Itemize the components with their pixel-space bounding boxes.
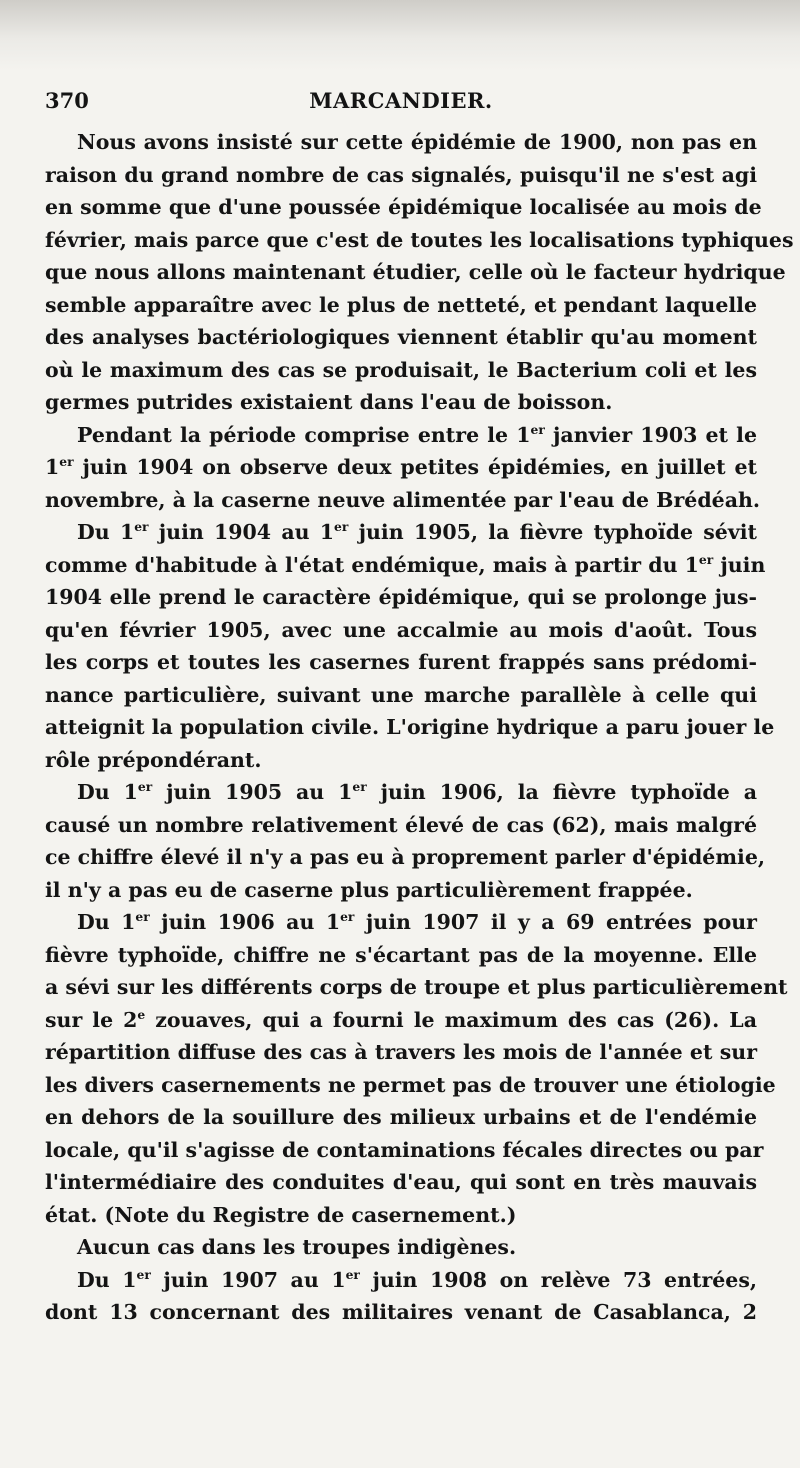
text-line: comme d'habitude à l'état endémique, mais à partir du 1er juin [45,551,766,577]
text-line: rôle prépondérant. [45,747,262,772]
text-line: 1904 elle prend le caractère épidémique, qui se prolonge jus- [45,585,757,609]
text-line: Du 1er juin 1906 au 1er juin 1907 il y a 69 entrées pour [77,909,757,934]
text-line: fièvre typhoïde, chiffre ne s'écartant pas de la moyenne. Elle [45,942,757,967]
text-line: ce chiffre élevé il n'y a pas eu à proprement parler d'épidémie, [45,845,765,869]
text-line: 1er juin 1904 on observe deux petites épidémies, en juillet et [45,454,757,479]
text-line: février, mais parce que c'est de toutes les localisations typhiques [45,227,794,252]
text-line: où le maximum des cas se produisait, le Bacterium coli et les [45,357,757,382]
text-line: germes putrides existaient dans l'eau de boisson. [45,390,613,414]
text-line: que nous allons maintenant étudier, celle où le facteur hydrique [45,260,786,284]
body-text [45,126,794,1329]
text-line: Pendant la période comprise entre le 1er janvier 1903 et le [77,421,758,447]
scan-top-margin [0,0,800,70]
text-line: Nous avons insisté sur cette épidémie de 1900, non pas en [77,130,757,154]
text-line: état. (Note du Registre de casernement.) [45,1202,517,1227]
text-line: Du 1er juin 1905 au 1er juin 1906, la fièvre typhoïde a [77,779,757,804]
text-line: novembre, à la caserne neuve alimentée par l'eau de Brédéah. [45,487,761,512]
text-line: nance particulière, suivant une marche parallèle à celle qui [45,682,757,707]
text-line: il n'y a pas eu de caserne plus particulièrement frappée. [45,877,693,902]
text-line: des analyses bactériologiques viennent établir qu'au moment [45,325,757,349]
text-line: causé un nombre relativement élevé de cas (62), mais malgré [45,812,757,837]
page-number: 370 [45,88,89,113]
text-line: a sévi sur les différents corps de troupe et plus particulièrement [45,975,788,999]
text-line: locale, qu'il s'agisse de contaminations fécales directes ou par [45,1137,764,1162]
text-line: les divers casernements ne permet pas de trouver une étiologie [45,1072,776,1097]
text-line: Aucun cas dans les troupes indigènes. [77,1235,517,1259]
text-line: atteignit la population civile. L'origine hydrique a paru jouer le [45,715,775,739]
text-line: répartition diffuse des cas à travers les mois de l'année et sur [45,1040,757,1064]
text-line: semble apparaître avec le plus de netteté, et pendant laquelle [45,292,757,317]
text-line: l'intermédiaire des conduites d'eau, qui sont en très mauvais [45,1170,757,1194]
page-header [45,88,757,120]
text-line: en somme que d'une poussée épidémique localisée au mois de [45,195,762,219]
text-line: raison du grand nombre de cas signalés, puisqu'il ne s'est agi [45,162,757,187]
text-line: en dehors de la souillure des milieux urbains et de l'endémie [45,1105,757,1129]
text-line: sur le 2e zouaves, qui a fourni le maximum des cas (26). La [45,1006,757,1032]
text-line: Du 1er juin 1907 au 1er juin 1908 on relève 73 entrées, [77,1266,758,1292]
text-line: les corps et toutes les casernes furent frappés sans prédomi- [45,650,757,674]
text-line: dont 13 concernant des militaires venant de Casablanca, 2 [45,1300,757,1324]
text-line: Du 1er juin 1904 au 1er juin 1905, la fièvre typhoïde sévit [77,519,758,544]
text-line: qu'en février 1905, avec une accalmie au mois d'août. Tous [45,617,757,642]
running-title: MARCANDIER. [309,88,493,113]
